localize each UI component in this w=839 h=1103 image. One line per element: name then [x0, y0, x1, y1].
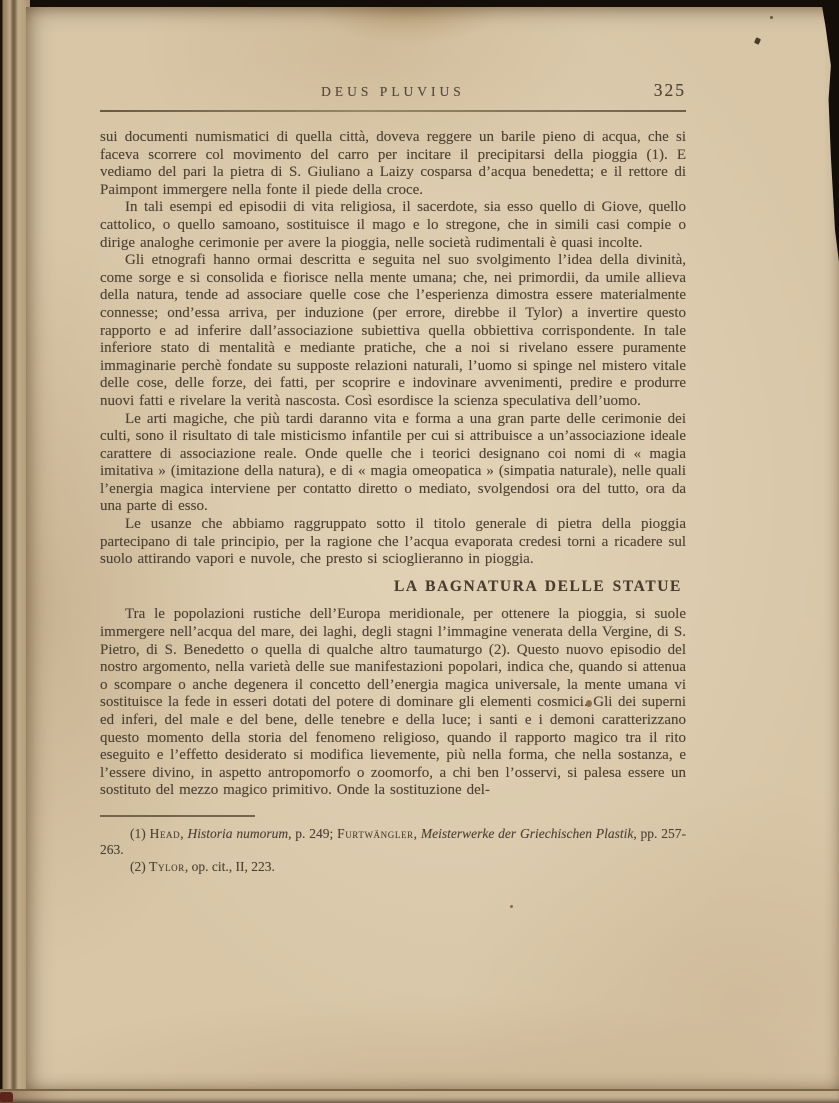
footnote-segment: ,: [180, 825, 188, 841]
foxing-speck: [510, 905, 513, 908]
footnote-segment: Furtwängler: [337, 825, 414, 841]
footnote-segment: ,: [413, 825, 421, 841]
body-paragraph: Le arti magiche, che più tardi daranno vita e forma a una gran parte delle cerimonie dei culti, sono il risultato di tale misticismo infantile per cui si attribuisce a un’associazione ideale carattere di associazione reale. Onde quelle che i teorici designano coi nomi di « magia imitativa » (imitazione della natura), e di « magia omeopatica » (simpatia naturale), nelle quali l’energia magica interviene per contatto diretto o mediato, svolgendosi ora del tutto, ora da una parte di esso.: [100, 410, 686, 515]
footnotes: [100, 826, 686, 876]
page-header: [100, 80, 686, 104]
footnote: [100, 826, 686, 859]
footnote: [100, 859, 686, 876]
footnote-segment: Meisterwerke der Griechischen Plastik: [420, 825, 634, 841]
footnote-segment: , op. cit., II, 223.: [184, 858, 275, 874]
page-bottom-edge: [0, 1089, 839, 1103]
body-paragraph: In tali esempi ed episodii di vita religiosa, il sacerdote, sia esso quello di Giove, quello cattolico, o quello samoano, sostituisce il mago e lo stregone, che in simili casi compie o dirige analoghe cerimonie per avere la pioggia, nelle società rudimentali è quasi incolte.: [100, 199, 686, 251]
footnote-segment: Historia numorum: [187, 825, 289, 841]
text-block: [100, 80, 686, 875]
body-paragraph: Gli etnografi hanno ormai descritta e seguita nel suo svolgimento l’idea della divinità, come sorge e si consolida e fiorisce nella mente umana; che, nei primordii, da umile allieva della natura, tende ad associare quelle cose che l’esperienza dimostra essere materialmente connesse; ond’essa arriva, per induzione (per errore, direbbe il Tylor) a invertire questo rapporto e ad inferire dall’associazione subiettiva quella obbiettiva corrispondente. In tale inferiore stato di mentalità e mediante pratiche, che a noi si rivelano essere puramente immaginarie perchè fondate su supposte relazioni naturali, l’uomo si spinge nel mistero vitale delle cose, delle forze, dei fatti, per scoprire e indovinare avvenimenti, predire e produrre nuovi fatti e rivelare la verità nascosta. Così esordisce la scienza speculativa dell’uomo.: [100, 252, 686, 409]
section-heading: LA BAGNATURA DELLE STATUE: [393, 577, 682, 595]
footnote-segment: Tylor: [149, 858, 185, 874]
body-paragraph: Tra le popolazioni rustiche dell’Europa meridionale, per ottenere la pioggia, si suole immergere nell’acqua del mare, dei laghi, degli stagni l’immagine venerata della Vergine, di S. Pietro, di S. Benedetto o quella di qualche altro taumaturgo (2). Questo nuovo episodio del nostro argomento, nella varietà delle sue manifestazioni popolari, indica che, quando si attenua o scompare o anche degenera il concetto dell’energia magica universale, la mente umana vi sostituisce la fede in esseri dotati del potere di dominare gli elementi cosmici. Gli dei superni ed inferi, del male e del bene, delle tenebre e della luce; i santi e i demoni caratterizzano questo momento della storia del fenomeno religioso, quando il rapporto magico tra il rito eseguito e l’effetto desiderato si modifica lievemente, più nella forma, che nella sostanza, e l’essere divino, in aspetto antropomorfo o zoomorfo, a chi ben l’osservi, si palesa essere un sostituto del mezzo magico primitivo. Onde la sostituzione del-: [100, 606, 686, 799]
body-paragraph: sui documenti numismatici di quella città, doveva reggere un barile pieno di acqua, che si faceva scorrere col movimento del carro per incitare il precipitarsi della pioggia (1). E vediamo del pari la pietra di S. Giuliano a Laizy cosparsa d’acqua benedetta; e il rettore di Paimpont immergere nella fonte il piede della croce.: [100, 129, 686, 198]
body-paragraph: Le usanze che abbiamo raggruppato sotto il titolo generale di pietra della pioggia partecipano di tale principio, per la ragione che l’acqua evaporata credesi torni a ricadere sul suolo attirando vapori e nuvole, che presto si scioglieranno in pioggia.: [100, 516, 686, 568]
page-number: 325: [653, 80, 686, 100]
footnote-segment: Head: [149, 825, 181, 841]
header-rule: [100, 110, 686, 112]
footnote-segment: (2): [130, 858, 150, 874]
foxing-speck: [770, 16, 773, 19]
running-head-title: DEUS PLUVIUS: [321, 84, 465, 99]
footnote-segment: (1): [130, 825, 150, 841]
footnote-rule: [100, 815, 255, 817]
footnote-segment: , pp. 257-263.: [100, 825, 686, 858]
footnote-segment: , p. 249;: [288, 825, 338, 841]
body-text: [100, 129, 686, 800]
ink-blot: [0, 1092, 13, 1102]
